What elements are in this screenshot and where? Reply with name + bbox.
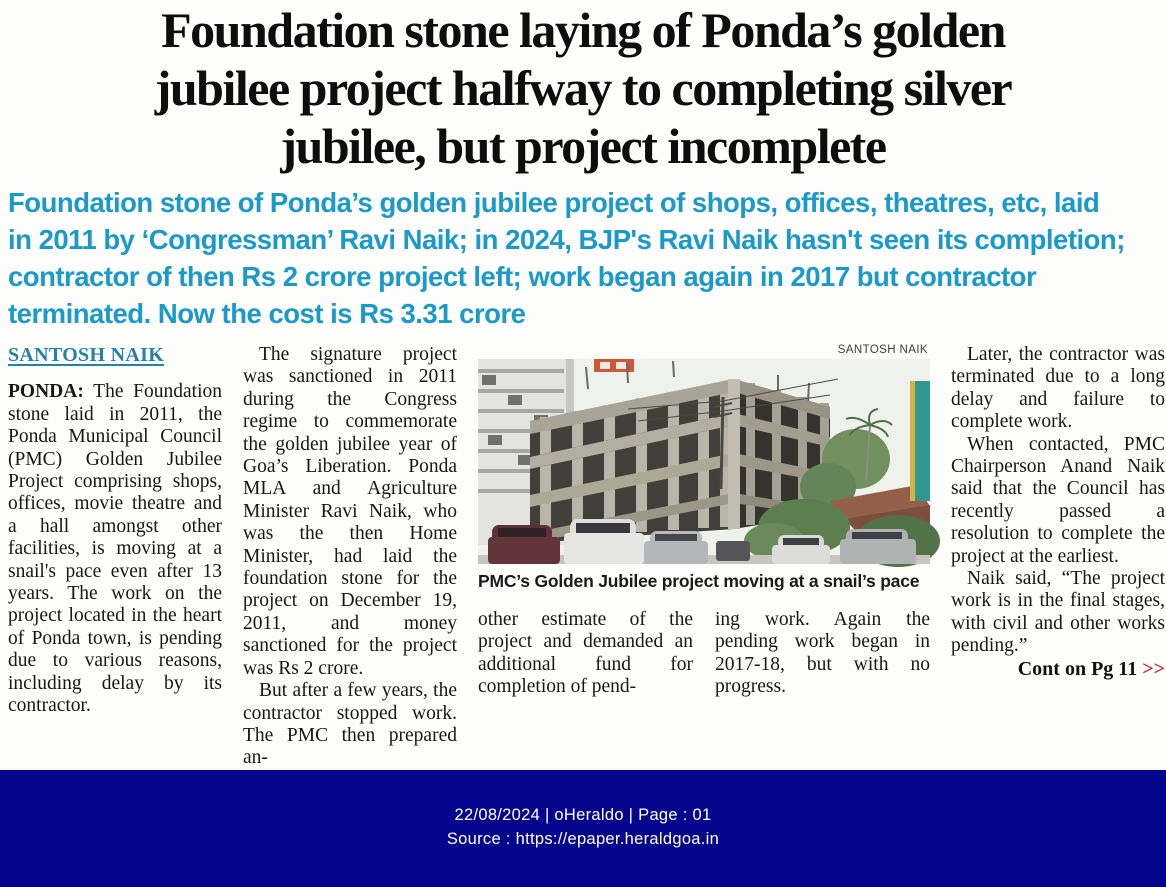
article-column-2: [243, 344, 457, 770]
paragraph: Naik said, “The project work is in the final stages, with civil and other works pending.”: [951, 568, 1165, 657]
article-column-4: [715, 609, 930, 699]
byline: SANTOSH NAIK: [8, 344, 165, 366]
epaper-footer: [0, 770, 1166, 887]
article-column-3: [478, 609, 693, 699]
footer-source-url: Source : https://epaper.heraldgoa.in: [446, 829, 720, 848]
subheadline-line-4: terminated. Now the cost is Rs 3.31 crore: [8, 298, 526, 329]
continued-on-page-note: [951, 658, 1165, 680]
teal-structure: [915, 381, 930, 501]
article-body: [0, 332, 1166, 770]
photo-block: [478, 344, 930, 770]
paragraph-lead: [8, 381, 222, 717]
paragraph: The signature project was sanctioned in 2011 during the Congress regime to commemorate the golden jubilee year of Goa’s Liberation. Ponda MLA and Agriculture Minister Ravi Naik, who was the then Home Minister, had laid the foundation stone for the project on December 19, 2011, and money sanctioned for the project was Rs 2 crore.: [243, 344, 457, 679]
subheadline-line-2: in 2011 by ‘Congressman’ Ravi Naik; in 2024, BJP's Ravi Naik hasn't seen its completion;: [8, 224, 1125, 255]
photo-credit: SANTOSH NAIK: [837, 344, 928, 356]
continuation-arrow-icon: >>: [1142, 657, 1165, 680]
footer-date-page: 22/08/2024 | oHeraldo | Page : 01: [454, 805, 712, 824]
subheadline: [8, 184, 1156, 332]
subheadline-line-3: contractor of then Rs 2 crore project left; work began again in 2017 but contractor: [8, 261, 1037, 292]
article-column-1: [8, 344, 222, 770]
dateline: PONDA:: [8, 381, 84, 403]
continuation-columns: [478, 609, 930, 699]
headline-line-3: jubilee, but project incomplete: [280, 118, 886, 174]
paragraph: other estimate of the project and demanded an additional fund for completion of pend-: [478, 609, 693, 698]
photo-caption: PMC’s Golden Jubilee project moving at a snail’s pace: [478, 571, 920, 591]
headline-line-1: Foundation stone laying of Ponda’s golden: [161, 2, 1005, 58]
headline-line-2: jubilee project halfway to completing silver: [154, 60, 1012, 116]
paragraph: But after a few years, the contractor stopped work. The PMC then prepared an-: [243, 680, 457, 769]
continuation-text: Cont on Pg 11: [1017, 657, 1138, 680]
article-column-5: [951, 344, 1165, 770]
paragraph: When contacted, PMC Chairperson Anand Naik said that the Council has recently passed a resolution to complete the project at the earliest.: [951, 433, 1165, 567]
paragraph: ing work. Again the pending work began in 2017-18, but with no progress.: [715, 609, 930, 698]
paragraph-lead-text: The Foundation stone laid in 2011, the Ponda Municipal Council (PMC) Golden Jubilee Project comprising shops, offices, movie theatre and a hall amongst other facilities, is moving at a snail's pace even after 13 years. The work on the project located in the heart of Ponda town, is pending due to various reasons, including delay by its contractor.: [8, 381, 222, 717]
paragraph: Later, the contractor was terminated due to a long delay and failure to complete work.: [951, 344, 1165, 433]
headline: [0, 0, 1166, 175]
subheadline-line-1: Foundation stone of Ponda’s golden jubilee project of shops, offices, theatres, etc, laid: [8, 187, 1100, 218]
article-photo: [478, 359, 930, 564]
